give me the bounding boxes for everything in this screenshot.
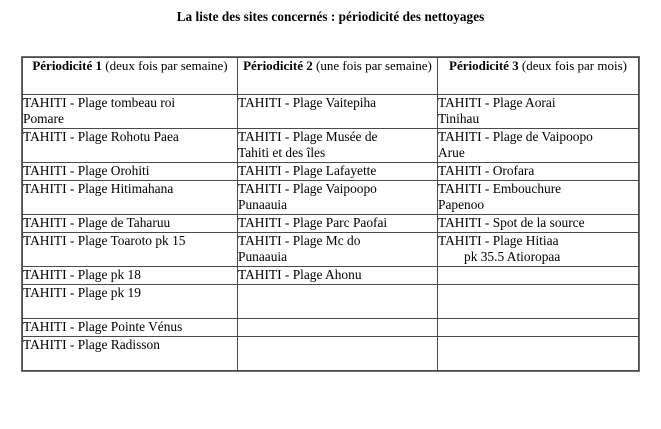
- site-line-2: Pomare: [23, 111, 64, 127]
- site-line-1: TAHITI - Plage de Taharuu: [23, 215, 171, 230]
- site-line-2: Arue: [438, 145, 465, 161]
- table-header-row: [23, 58, 639, 95]
- site-line-2: Tinihau: [438, 111, 480, 127]
- site-cell-p1-4: [23, 181, 238, 215]
- site-cell-p1-1: [23, 95, 238, 129]
- site-cell-p1-10: [23, 337, 238, 371]
- site-cell-p1-2: [23, 129, 238, 163]
- table-row: [23, 181, 639, 215]
- header-1-strong: Périodicité 1: [32, 58, 103, 73]
- header-1-light: (deux fois par semaine): [102, 58, 228, 73]
- column-header-periodicite-3: [438, 58, 639, 95]
- site-line-1: TAHITI - Plage Mc do: [238, 233, 361, 248]
- site-line-1: TAHITI - Spot de la source: [438, 215, 585, 230]
- column-header-periodicite-1: [23, 58, 238, 95]
- site-cell-p2-10-empty: [238, 337, 438, 371]
- site-line-1: TAHITI - Plage Radisson: [23, 337, 160, 352]
- site-line-1: TAHITI - Plage Aorai: [438, 95, 556, 110]
- table-row: [23, 337, 639, 371]
- site-cell-p3-9-empty: [438, 319, 639, 337]
- column-header-periodicite-2: [238, 58, 438, 95]
- site-cell-p2-6: [238, 233, 438, 267]
- site-line-1: TAHITI - Plage Ahonu: [238, 267, 362, 282]
- site-line-1: TAHITI - Plage Vaitepiha: [238, 95, 377, 110]
- table-row: [23, 129, 639, 163]
- site-line-1: TAHITI - Plage Rohotu Paea: [23, 129, 179, 144]
- site-cell-p3-7-empty: [438, 267, 639, 285]
- site-cell-p1-3: [23, 163, 238, 181]
- site-cell-p3-10-empty: [438, 337, 639, 371]
- site-line-1: TAHITI - Plage Hitimahana: [23, 181, 174, 196]
- site-line-1: TAHITI - Plage pk 18: [23, 267, 141, 282]
- site-line-2: Papenoo: [438, 197, 485, 213]
- site-cell-p2-8-empty: [238, 285, 438, 319]
- site-line-1: TAHITI - Plage pk 19: [23, 285, 141, 300]
- table-row: [23, 215, 639, 233]
- site-line-2: Punaauia: [238, 249, 288, 265]
- table-row: [23, 95, 639, 129]
- table-row: [23, 319, 639, 337]
- site-cell-p3-4: [438, 181, 639, 215]
- site-line-1: TAHITI - Plage tombeau roi: [23, 95, 176, 110]
- site-cell-p2-2: [238, 129, 438, 163]
- site-cell-p1-5: [23, 215, 238, 233]
- site-line-1: TAHITI - Plage Orohiti: [23, 163, 150, 178]
- site-line-1: TAHITI - Plage Vaipoopo: [238, 181, 377, 196]
- site-line-2: Tahiti et des îles: [238, 145, 326, 161]
- header-2-strong: Périodicité 2: [243, 58, 313, 73]
- site-line-1: TAHITI - Plage Hitiaa: [438, 233, 559, 248]
- site-cell-p2-7: [238, 267, 438, 285]
- site-line-1: TAHITI - Plage Parc Paofai: [238, 215, 388, 230]
- page-title: La liste des sites concernés : périodicité des nettoyages: [176, 9, 485, 24]
- site-line-1: TAHITI - Plage Lafayette: [238, 163, 377, 178]
- site-line-1: TAHITI - Plage Toaroto pk 15: [23, 233, 186, 248]
- site-cell-p2-1: [238, 95, 438, 129]
- site-line-1: TAHITI - Plage Musée de: [238, 129, 378, 144]
- site-cell-p2-9-empty: [238, 319, 438, 337]
- site-cell-p3-8-empty: [438, 285, 639, 319]
- site-line-2: Punaauia: [238, 197, 288, 213]
- site-cell-p1-6: [23, 233, 238, 267]
- table-row: [23, 285, 639, 319]
- site-line-1: TAHITI - Embouchure: [438, 181, 562, 196]
- site-line-2: pk 35.5 Atioropaa: [464, 249, 561, 265]
- sites-periodicity-table: [22, 57, 639, 371]
- header-3-strong: Périodicité 3: [449, 58, 519, 73]
- site-cell-p1-9: [23, 319, 238, 337]
- site-cell-p3-5: [438, 215, 639, 233]
- site-cell-p3-1: [438, 95, 639, 129]
- site-cell-p1-7: [23, 267, 238, 285]
- site-cell-p2-5: [238, 215, 438, 233]
- header-3-light: (deux fois par mois): [518, 58, 627, 73]
- site-cell-p3-3: [438, 163, 639, 181]
- site-cell-p1-8: [23, 285, 238, 319]
- header-2-light: (une fois par semaine): [312, 58, 432, 73]
- site-cell-p2-4: [238, 181, 438, 215]
- site-line-1: TAHITI - Plage Pointe Vénus: [23, 319, 183, 334]
- table-row: [23, 163, 639, 181]
- table-row: [23, 233, 639, 267]
- site-cell-p2-3: [238, 163, 438, 181]
- site-cell-p3-2: [438, 129, 639, 163]
- table-row: [23, 267, 639, 285]
- site-line-1: TAHITI - Orofara: [438, 163, 535, 178]
- site-line-1: TAHITI - Plage de Vaipoopo: [438, 129, 593, 144]
- site-cell-p3-6: [438, 233, 639, 267]
